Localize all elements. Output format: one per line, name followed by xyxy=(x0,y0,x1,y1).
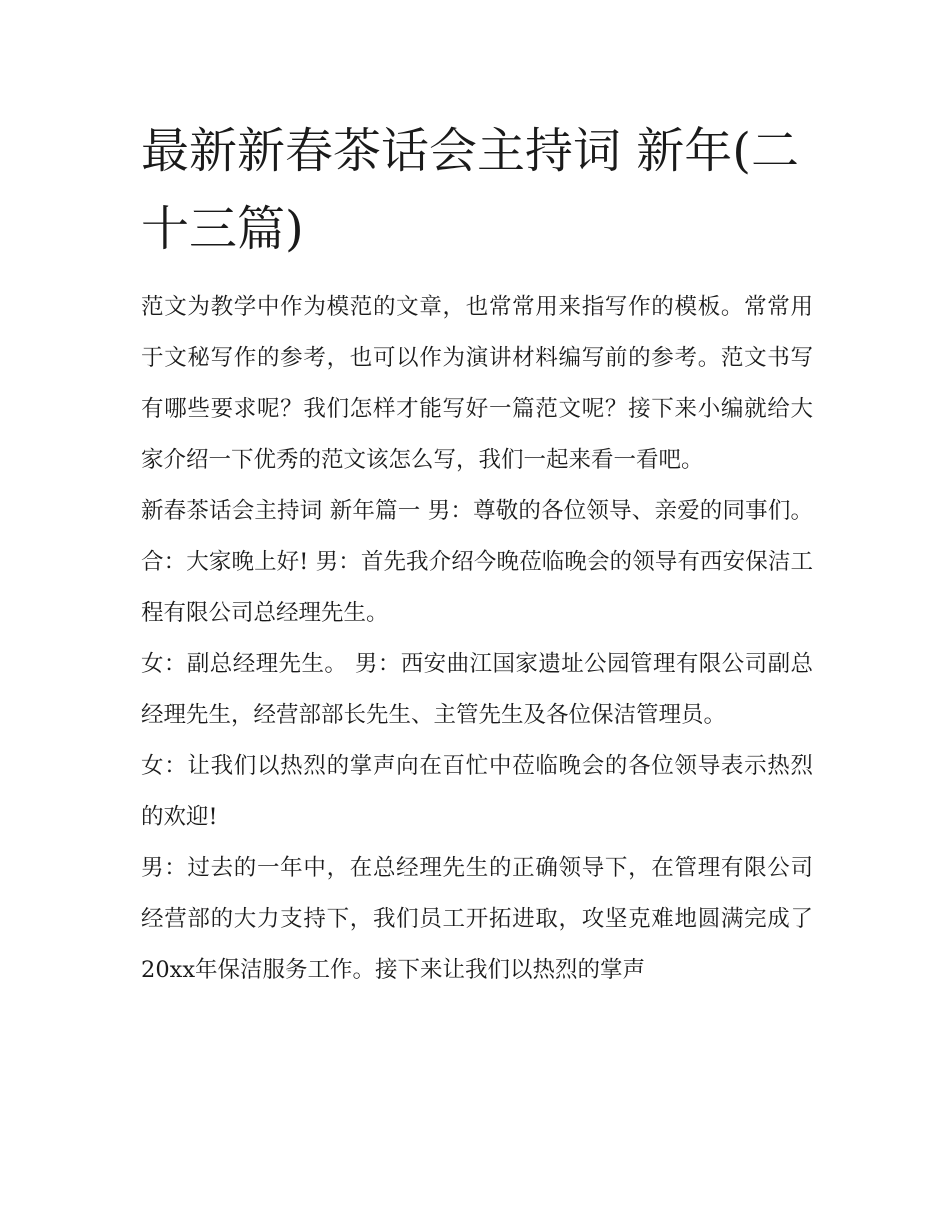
intro-paragraph: 范文为教学中作为模范的文章，也常常用来指写作的模板。常常用于文秘写作的参考，也可以作为演讲材料编写前的参考。范文书写有哪些要求呢？我们怎样才能写好一篇范文呢？接下来小编就给大家介绍一下优秀的范文该怎么写，我们一起来看一看吧。 xyxy=(141,294,813,473)
document-title: 最新新春茶话会主持词 新年(二十三篇) xyxy=(141,123,799,257)
body-paragraph: 男：过去的一年中，在总经理先生的正确领导下，在管理有限公司经营部的大力支持下，我们员工开拓进取，攻坚克难地圆满完成了20xx年保洁服务工作。接下来让我们以热烈的掌声 xyxy=(141,855,813,983)
body-paragraph: 女：副总经理先生。 男：西安曲江国家遗址公园管理有限公司副总经理先生，经营部部长先生、主管先生及各位保洁管理员。 xyxy=(141,651,813,728)
body-paragraph: 女：让我们以热烈的掌声向在百忙中莅临晚会的各位领导表示热烈的欢迎! xyxy=(141,753,813,830)
body-paragraph: 新春茶话会主持词 新年篇一 男：尊敬的各位领导、亲爱的同事们。 合：大家晚上好! 男：首先我介绍今晚莅临晚会的领导有西安保洁工程有限公司总经理先生。 xyxy=(141,498,813,626)
document-body xyxy=(141,112,813,996)
